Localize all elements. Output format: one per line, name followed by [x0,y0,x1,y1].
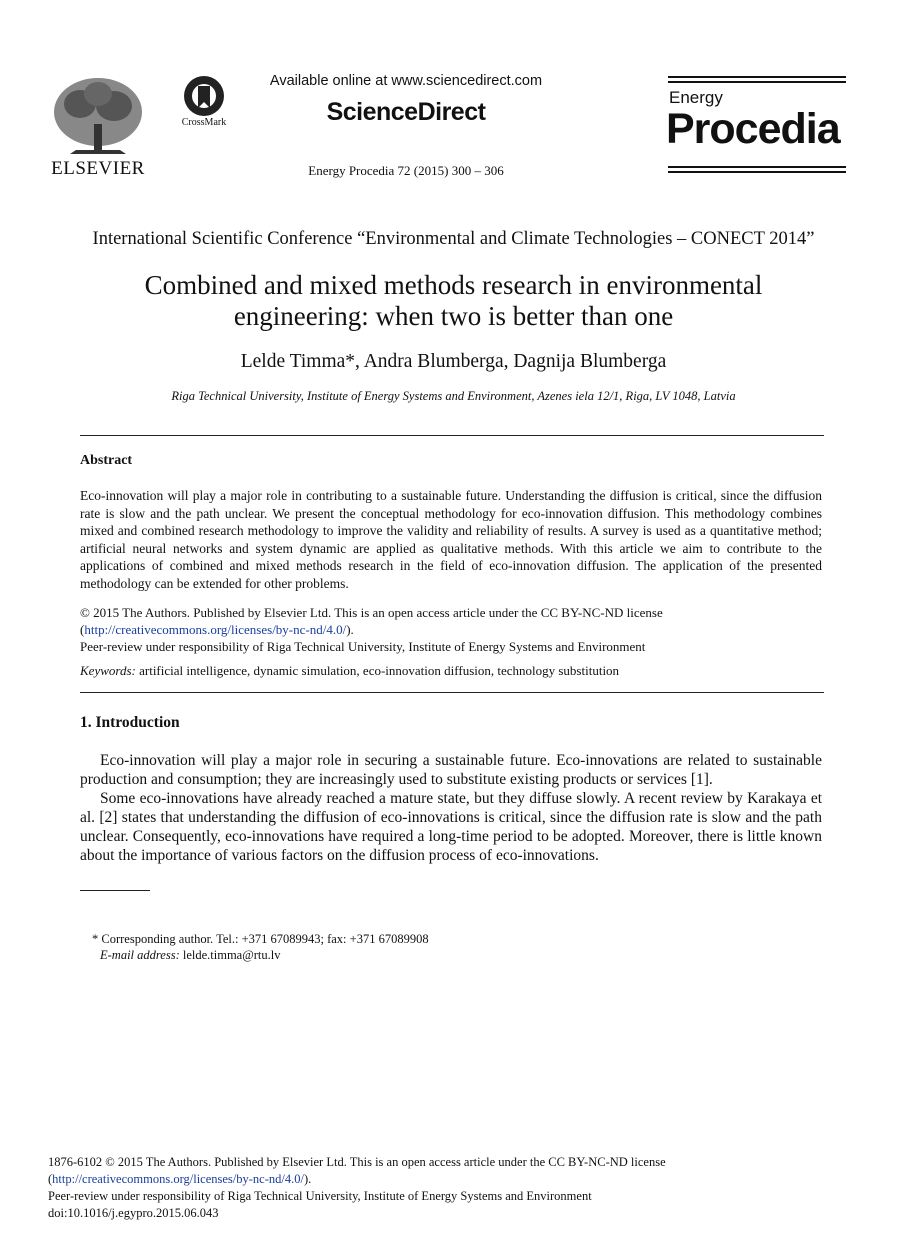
intro-paragraph-1: Eco-innovation will play a major role in securing a sustainable future. Eco-innovations are related to sustainable production and consumption; they are increasingly used to substitute existing products or services [1]. [80,752,822,788]
email-line [92,947,429,963]
bottom-license-line: (http://creativecommons.org/licenses/by-nc-nd/4.0/). [48,1172,312,1186]
copyright-line: © 2015 The Authors. Published by Elsevier Ltd. This is an open access article under the CC BY-NC-ND license [80,605,663,620]
rule-above-abstract [80,435,824,436]
bottom-license-link[interactable]: http://creativecommons.org/licenses/by-nc-nd/4.0/ [52,1172,304,1186]
email-label: E-mail address: [100,948,180,962]
keywords-label: Keywords: [80,663,136,678]
conference-name: International Scientific Conference “Environmental and Climate Technologies – CONECT 2014” [92,229,815,249]
doi[interactable]: doi:10.1016/j.egypro.2015.06.043 [48,1206,219,1220]
abstract-body: Eco-innovation will play a major role in contributing to a sustainable future. Understanding the diffusion is critical, since the diffusion rate is slow and the path unclear. We present the conceptual methodology for eco-innovation diffusion. This methodology combines mixed and combined research methodology to improve the validity and reliability of results. A survey is used as a quantitative method; artificial neural networks and system dynamic are applied as qualitative methods. With this article we aim to contribute to the applications of combined and mixed methods research in the field of eco-innovation diffusion. The application of the presented methodology can be extended for other problems. [80,488,822,591]
procedia-rule-bottom [668,166,846,168]
email-address[interactable]: lelde.timma@rtu.lv [179,948,281,962]
license-line: (http://creativecommons.org/licenses/by-nc-nd/4.0/). [80,622,354,637]
copyright-notice [80,604,822,655]
peer-review-line: Peer-review under responsibility of Riga Technical University, Institute of Energy Systems and Environment [80,639,646,654]
keywords-list: artificial intelligence, dynamic simulation, eco-innovation diffusion, technology substitution [135,663,620,678]
introduction-body [80,751,822,865]
journal-reference: Energy Procedia 72 (2015) 300 – 306 [308,163,504,178]
procedia-wordmark: Procedia [666,105,840,153]
rule-below-keywords [80,692,824,693]
crossmark-label: CrossMark [181,117,227,128]
authors: Lelde Timma*, Andra Blumberga, Dagnija Blumberga [240,351,667,372]
affiliation: Riga Technical University, Institute of Energy Systems and Environment, Azenes iela 12/1, Riga, LV 1048, Latvia [171,389,736,403]
procedia-rule-top [668,76,846,78]
intro-paragraph-2: Some eco-innovations have already reached a mature state, but they diffuse slowly. A recent review by Karakaya et al. [2] states that understanding the diffusion of eco-innovations is critical, since the diffusion rate is slow and the path unclear. Consequently, eco-innovations have required a long-time period to be adopted. Moreover, there is little known about the importance of various factors on the diffusion process of eco-innovations. [80,790,822,864]
footnote [92,931,429,963]
procedia-energy-label: Energy [669,88,723,107]
elsevier-wordmark: ELSEVIER [51,158,145,179]
introduction-heading: 1. Introduction [80,714,180,731]
corresponding-author: * Corresponding author. Tel.: +371 67089943; fax: +371 67089908 [92,932,429,946]
title-line-2: engineering: when two is better than one [233,301,674,331]
procedia-rule-top-2 [668,81,846,83]
available-online: Available online at www.sciencedirect.com [269,73,543,89]
footnote-rule [80,890,150,891]
title-line-1: Combined and mixed methods research in environmental [144,270,763,300]
procedia-rule-bottom-2 [668,171,846,173]
keywords [80,662,822,679]
issn-copyright: 1876-6102 © 2015 The Authors. Published by Elsevier Ltd. This is an open access article under the CC BY-NC-ND license [48,1155,666,1169]
bottom-matter [48,1154,768,1222]
paper-title [80,270,827,332]
bottom-peer-review: Peer-review under responsibility of Riga Technical University, Institute of Energy Systems and Environment [48,1189,592,1203]
abstract-heading: Abstract [80,453,133,468]
sciencedirect-wordmark: ScienceDirect [326,98,486,126]
license-link[interactable]: http://creativecommons.org/licenses/by-nc-nd/4.0/ [84,622,347,637]
